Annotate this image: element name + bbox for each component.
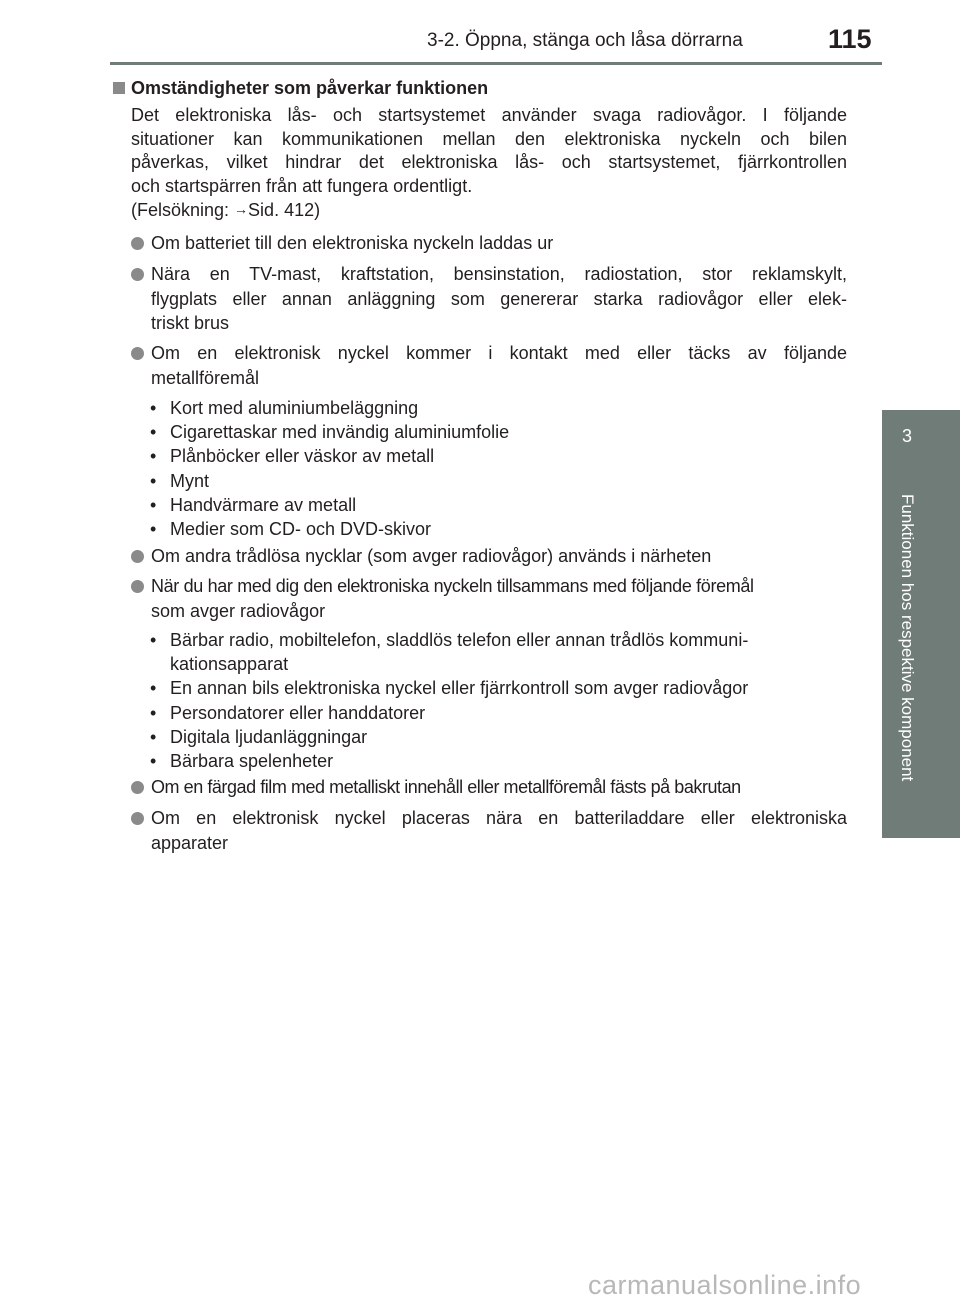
page-number: 115 xyxy=(828,24,872,54)
bullet-text: Om en färgad film med metalliskt innehåll eller metallföremål fästs på bakrutan xyxy=(151,777,741,797)
list-item xyxy=(131,262,847,336)
sub-list-item: • Persondatorer eller handdatorer xyxy=(150,702,426,723)
intro-line: påverkas, vilket hindrar det elektroniska lås- och startsystemet, fjärrkontrollen xyxy=(131,152,847,172)
list-item xyxy=(131,574,847,623)
chapter-number: 3 xyxy=(901,426,912,446)
sub-list-item: • Cigarettaskar med invändig aluminiumfolie xyxy=(150,422,510,443)
reference-prefix: (Felsökning: xyxy=(131,200,235,220)
header-title: 3-2. Öppna, stänga och låsa dörrarna xyxy=(427,30,743,51)
intro-line: situationer kan kommunikationen mellan den elektroniska nyckeln och bilen xyxy=(131,128,847,149)
bullet-text: som avger radiovågor xyxy=(151,600,326,621)
bullet-text: Om en elektronisk nyckel kommer i kontakt med eller täcks av följande xyxy=(151,343,847,363)
bullet-text: triskt brus xyxy=(151,313,230,333)
round-bullet-icon xyxy=(131,812,144,825)
watermark: carmanualsonline.info xyxy=(588,1270,862,1300)
intro-paragraph xyxy=(131,104,847,223)
sub-list-item: • Medier som CD- och DVD-skivor xyxy=(150,519,432,540)
sub-list-item: kationsapparat xyxy=(170,654,289,675)
header-rule xyxy=(110,62,882,65)
bullet-text: När du har med dig den elektroniska nyckeln tillsammans med följande föremål xyxy=(151,576,754,596)
section-heading-text: Omständigheter som påverkar funktionen xyxy=(131,78,489,98)
list-item xyxy=(131,544,847,569)
intro-line: och startspärren från att fungera ordentligt. xyxy=(131,175,473,196)
bullet-text: Om batteriet till den elektroniska nyckeln laddas ur xyxy=(151,233,554,253)
square-bullet-icon xyxy=(113,82,125,94)
arrow-right-icon: → xyxy=(234,201,249,217)
bullet-text: metallföremål xyxy=(151,367,260,388)
round-bullet-icon xyxy=(131,580,144,593)
sub-list-item: • Digitala ljudanläggningar xyxy=(150,726,368,747)
intro-line: Det elektroniska lås- och startsystemet använder svaga radiovågor. I följande xyxy=(131,105,847,125)
bullet-text: flygplats eller annan anläggning som genererar starka radiovågor eller elek- xyxy=(151,288,847,309)
sub-list xyxy=(150,628,850,773)
chapter-side-tab xyxy=(882,410,960,838)
round-bullet-icon xyxy=(131,237,144,250)
round-bullet-icon xyxy=(131,347,144,360)
reference-link[interactable]: Sid. 412) xyxy=(248,200,321,220)
sub-list-item: • Kort med aluminiumbeläggning xyxy=(150,398,419,418)
list-item xyxy=(131,341,847,390)
sub-list-item: • Mynt xyxy=(150,470,210,491)
bullet-text: Om andra trådlösa nycklar (som avger radiovågor) används i närheten xyxy=(151,546,712,566)
round-bullet-icon xyxy=(131,781,144,794)
section-heading xyxy=(113,78,488,99)
sub-list-item: • Handvärmare av metall xyxy=(150,494,357,515)
bullet-text: Nära en TV-mast, kraftstation, bensinstation, radiostation, stor reklamskylt, xyxy=(151,264,847,284)
list-item xyxy=(131,231,847,256)
sub-list-item: • Bärbar radio, mobiltelefon, sladdlös telefon eller annan trådlös kommuni- xyxy=(150,630,749,650)
bullet-text: apparater xyxy=(151,832,229,853)
sub-list-item: • Bärbara spelenheter xyxy=(150,751,334,772)
chapter-label: Funktionen hos respektive komponent xyxy=(898,494,917,782)
sub-list xyxy=(150,396,850,541)
bullet-text: Om en elektronisk nyckel placeras nära en batteriladdare eller elektroniska xyxy=(151,808,847,828)
round-bullet-icon xyxy=(131,550,144,563)
sub-list-item: • En annan bils elektroniska nyckel eller fjärrkontroll som avger radiovågor xyxy=(150,678,749,699)
troubleshooting-reference xyxy=(131,198,847,223)
round-bullet-icon xyxy=(131,268,144,281)
list-item xyxy=(131,806,847,855)
sub-list-item: • Plånböcker eller väskor av metall xyxy=(150,446,435,467)
list-item xyxy=(131,775,847,800)
